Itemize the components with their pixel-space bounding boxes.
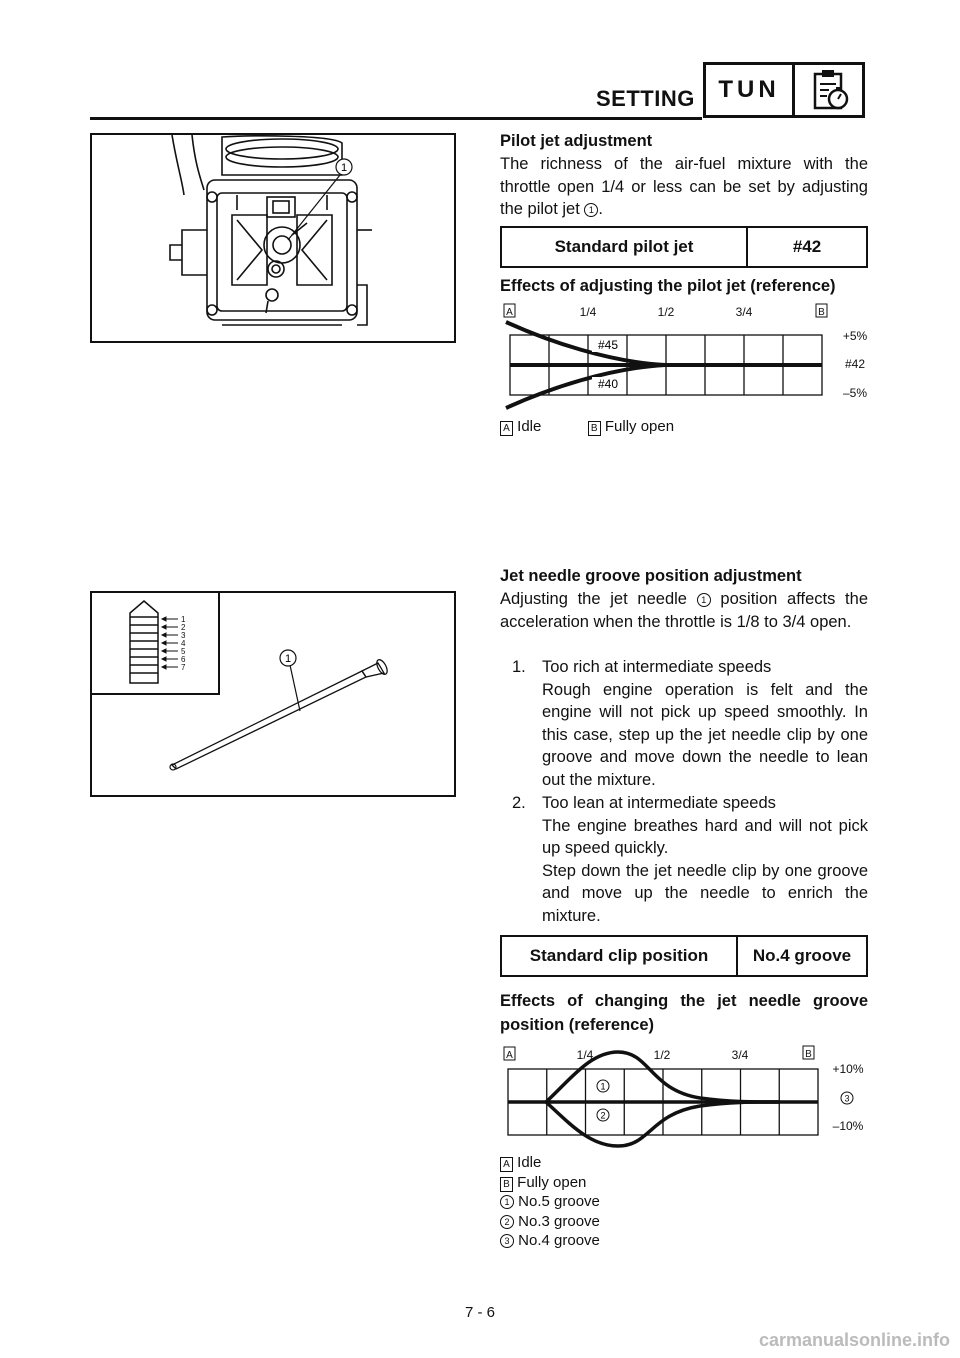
- groove-number-7: 7: [181, 663, 186, 672]
- groove-legend-text-2: No.3 groove: [518, 1212, 600, 1230]
- pilot-chart-curve-lower: [506, 365, 665, 408]
- jet-needle-item-2: [500, 792, 868, 927]
- pilot-chart-marker-b: B: [818, 307, 825, 318]
- pilot-jet-paragraph-b: .: [598, 200, 603, 218]
- groove-chart-tick-2: 1/2: [653, 1048, 671, 1062]
- item-2-text: The engine breathes hard and will not pick up speed quickly.: [542, 816, 868, 857]
- pilot-jet-heading: Pilot jet adjustment: [500, 132, 653, 150]
- groove-number-3: 3: [181, 631, 186, 640]
- watermark: carmanualsonline.info: [758, 1330, 950, 1350]
- pilot-legend-b-text: Fully open: [604, 418, 675, 435]
- groove-chart-right-top: +10%: [832, 1062, 864, 1076]
- jet-needle-drawing: [92, 593, 454, 795]
- section-tab-label: TUN: [706, 65, 795, 115]
- groove-number-6: 6: [181, 655, 186, 664]
- clip-spec-label: Standard clip position: [502, 937, 738, 975]
- groove-chart-label-upper: 1: [600, 1081, 606, 1092]
- groove-chart-marker-a: A: [506, 1050, 513, 1061]
- pilot-jet-paragraph-a: The richness of the air-fuel mixture with the throttle open 1/4 or less can be set by adjusting the pilot jet: [500, 155, 868, 218]
- pilot-chart-right-bottom: –5%: [842, 386, 868, 400]
- groove-legend-item: [500, 1192, 868, 1212]
- carburetor-drawing: [92, 135, 454, 341]
- clip-spec-box: [500, 935, 868, 977]
- groove-legend-key-b: B: [500, 1177, 513, 1192]
- jet-needle-paragraph: [500, 588, 868, 633]
- groove-chart-tick-3: 3/4: [731, 1048, 749, 1062]
- item-1-text: Rough engine operation is felt and the engine will not pick up speed smoothly. In this case, step up the jet needle clip by one groove and move down the needle to lean out the mixture.: [542, 680, 868, 789]
- groove-chart: [500, 1040, 870, 1150]
- pilot-effects-heading: Effects of adjusting the pilot jet (reference): [500, 277, 836, 295]
- groove-number-1: 1: [181, 615, 186, 624]
- pilot-chart-right-top: +5%: [842, 329, 868, 343]
- pilot-chart-label-lower: #40: [597, 377, 619, 391]
- groove-chart-right-mid: 3: [844, 1093, 850, 1104]
- pilot-legend-b-key: B: [588, 421, 601, 436]
- jet-needle-callout: 1: [284, 653, 292, 665]
- pilot-chart-tick-2: 1/2: [657, 305, 675, 319]
- item-2-text2: Step down the jet needle clip by one groove and move up the needle to enrich the mixture.: [542, 861, 868, 925]
- pilot-legend: [500, 416, 868, 439]
- pilot-legend-a-text: Idle: [517, 418, 542, 435]
- groove-legend-item: [500, 1231, 868, 1251]
- jet-needle-item-1: [500, 656, 868, 791]
- groove-legend-key-2: 2: [500, 1215, 514, 1229]
- header-rule: [90, 117, 702, 120]
- pilot-chart-marker-a: A: [506, 307, 513, 318]
- page-number: 7 - 6: [464, 1304, 495, 1321]
- groove-legend-item: [500, 1153, 868, 1173]
- groove-legend-key-1: 1: [500, 1195, 514, 1209]
- section-tab: [703, 62, 865, 118]
- pilot-jet-spec-value: #42: [792, 237, 822, 256]
- clipboard-stopwatch-icon: [795, 65, 862, 115]
- pilot-jet-callout: 1: [584, 203, 598, 217]
- jet-needle-paragraph-b: position affects the acceleration when the throttle is 1/8 to 3/4 open.: [500, 590, 868, 631]
- groove-legend-text-a: Idle: [517, 1154, 542, 1171]
- pilot-jet-spec-label: Standard pilot jet: [502, 228, 748, 266]
- clip-spec-value: No.4 groove: [752, 946, 852, 965]
- groove-legend-item: [500, 1212, 868, 1232]
- groove-legend-text-1: No.5 groove: [518, 1193, 600, 1210]
- item-2-title: Too lean at intermediate speeds: [542, 794, 776, 812]
- pilot-chart-label-upper: #45: [597, 338, 619, 352]
- jet-needle-callout-text: 1: [697, 593, 711, 607]
- groove-chart-tick-1: 1/4: [576, 1048, 594, 1062]
- pilot-jet-chart: [500, 300, 870, 415]
- groove-number-5: 5: [181, 647, 186, 656]
- jet-needle-heading: Jet needle groove position adjustment: [500, 567, 802, 585]
- groove-number-4: 4: [181, 639, 186, 648]
- groove-legend-text-3: No.4 groove: [518, 1232, 600, 1249]
- pilot-legend-a-key: A: [500, 421, 513, 436]
- jet-needle-paragraph-a: Adjusting the jet needle: [500, 590, 697, 608]
- carburetor-callout: 1: [340, 162, 348, 174]
- pilot-chart-tick-1: 1/4: [579, 305, 597, 319]
- groove-legend: [500, 1153, 868, 1251]
- groove-number-2: 2: [181, 623, 186, 632]
- groove-chart-marker-b: B: [805, 1049, 812, 1060]
- pilot-chart-tick-3: 3/4: [735, 305, 753, 319]
- groove-legend-key-a: A: [500, 1157, 513, 1172]
- section-title: SETTING: [596, 86, 695, 111]
- jet-needle-figure: [90, 591, 456, 797]
- item-1-title: Too rich at intermediate speeds: [542, 658, 772, 676]
- groove-chart-label-lower: 2: [600, 1110, 606, 1121]
- groove-legend-key-3: 3: [500, 1234, 514, 1248]
- groove-legend-item: [500, 1173, 868, 1193]
- pilot-chart-right-mid: #42: [844, 357, 866, 371]
- pilot-chart-curve-upper: [506, 322, 665, 365]
- item-2-number: 2.: [512, 794, 526, 812]
- item-1-number: 1.: [512, 658, 526, 676]
- groove-chart-right-bottom: –10%: [832, 1119, 864, 1133]
- groove-legend-text-b: Fully open: [517, 1173, 587, 1191]
- pilot-jet-paragraph: [500, 153, 868, 221]
- groove-effects-heading: Effects of changing the jet needle groove position (reference): [500, 992, 868, 1034]
- pilot-jet-spec-box: [500, 226, 868, 268]
- carburetor-figure: [90, 133, 456, 343]
